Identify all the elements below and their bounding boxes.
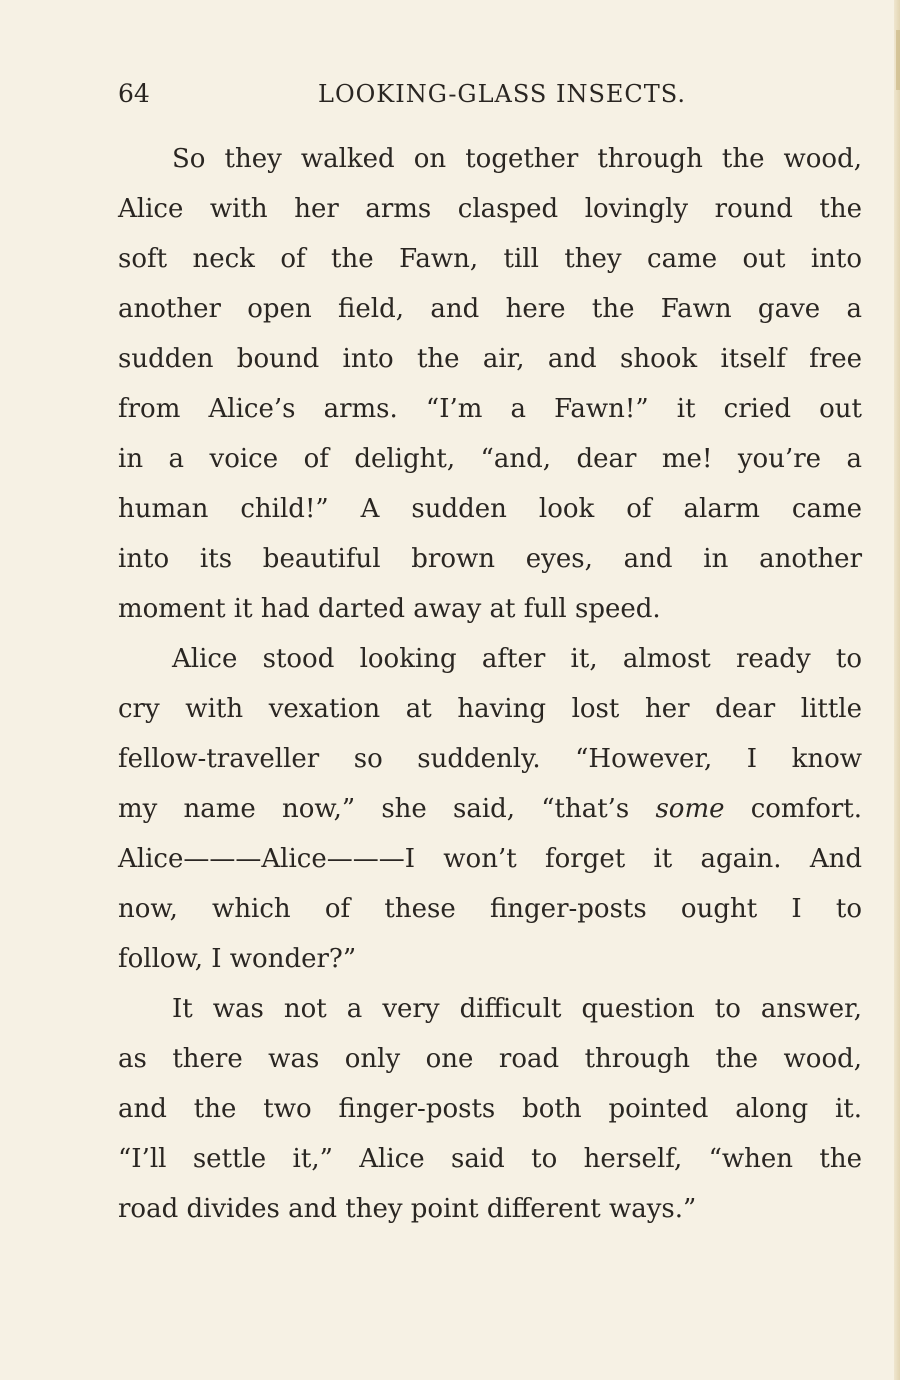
text-line: follow, I wonder?” <box>118 944 357 974</box>
text-line: Alice with her arms clasped lovingly round the <box>118 194 862 224</box>
text-line: So they walked on together through the wood, <box>172 144 862 174</box>
running-head <box>118 74 862 114</box>
text-line: soft neck of the Fawn, till they came out into <box>118 244 862 274</box>
text-line: now, which of these finger-posts ought I to <box>118 894 862 924</box>
page-number: 64 <box>118 79 150 108</box>
body-text <box>118 134 862 1234</box>
text-line: as there was only one road through the wood, <box>118 1044 862 1074</box>
text-line: fellow-traveller so suddenly. “However, I know <box>118 744 862 774</box>
text-line: cry with vexation at having lost her dear little <box>118 694 862 724</box>
text-line: from Alice’s arms. “I’m a Fawn!” it cried out <box>118 394 862 424</box>
text-line: and the two finger-posts both pointed along it. <box>118 1094 862 1124</box>
page-edge <box>894 0 900 1380</box>
text-line: my name now,” she said, “that’s some comfort. <box>118 794 862 824</box>
text-line: road divides and they point different ways.” <box>118 1194 697 1224</box>
text-line: another open field, and here the Fawn gave a <box>118 294 862 324</box>
text-line: Alice———Alice———I won’t forget it again. And <box>118 844 862 874</box>
text-line: sudden bound into the air, and shook itself free <box>118 344 862 374</box>
text-line: moment it had darted away at full speed. <box>118 594 661 624</box>
text-line: Alice stood looking after it, almost ready to <box>172 644 862 674</box>
text-line: “I’ll settle it,” Alice said to herself, “when the <box>118 1144 862 1174</box>
text-line: into its beautiful brown eyes, and in another <box>118 544 862 574</box>
text-line: It was not a very difficult question to answer, <box>172 994 862 1024</box>
running-title: LOOKING-GLASS INSECTS. <box>318 80 686 108</box>
text-line: human child!” A sudden look of alarm came <box>118 494 862 524</box>
page-edge-mark <box>896 30 900 90</box>
text-line: in a voice of delight, “and, dear me! you’re a <box>118 444 862 474</box>
